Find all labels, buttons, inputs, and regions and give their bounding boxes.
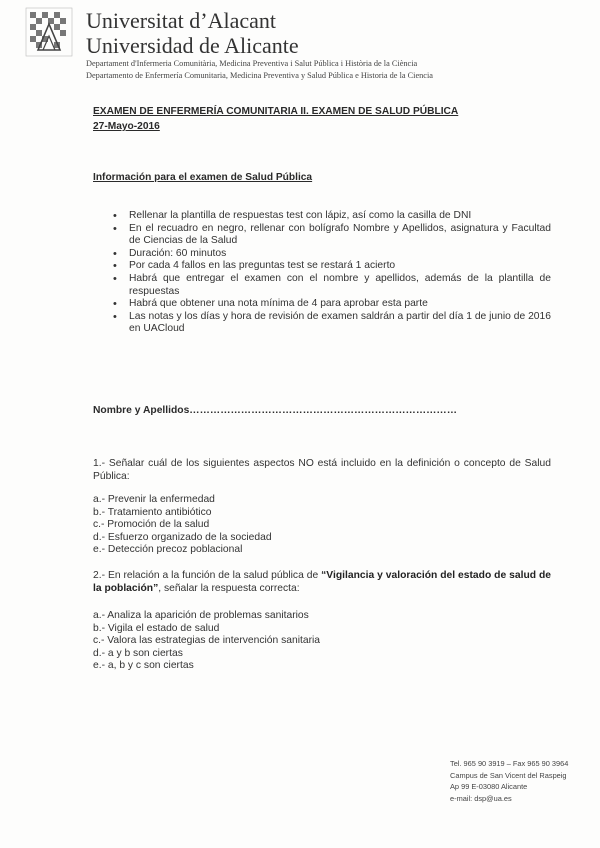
info-heading: Información para el examen de Salud Pública	[93, 172, 313, 183]
exam-title: EXAMEN DE ENFERMERÍA COMUNITARIA II. EXAMEN DE SALUD PÚBLICA	[93, 106, 459, 117]
info-list	[111, 210, 551, 336]
answer-option: b.- Tratamiento antibiótico	[93, 506, 212, 518]
answer-option: a.- Analiza la aparición de problemas sanitarios	[93, 610, 309, 621]
question-2-options	[93, 610, 320, 673]
footer-postal: Ap 99 E-03080 Alicante	[450, 782, 528, 791]
question-1-text: 1.- Señalar cuál de los siguientes aspectos NO está incluido en la definición o concepto de Salud Pública:	[93, 458, 551, 482]
answer-option: c.- Valora las estrategias de intervención sanitaria	[93, 635, 321, 647]
footer-address: Campus de San Vicent del Raspeig	[450, 770, 567, 780]
info-item: • Rellenar la plantilla de respuestas test con lápiz, así como la casilla de DNI	[111, 210, 551, 223]
question-2-text-bold: “Vigilancia y valoración del estado de salud de la población”	[93, 570, 551, 594]
info-item: • Duración: 60 minutos	[111, 248, 551, 261]
university-logo-icon	[24, 6, 74, 58]
contact-footer	[450, 758, 568, 804]
footer-email: e-mail: dsp@ua.es	[450, 793, 512, 803]
info-item: • Por cada 4 fallos en las preguntas test se restará 1 acierto	[111, 260, 551, 273]
info-item: • Las notas y los días y hora de revisión de examen saldrán a partir del día 1 de junio de 2016 en UACloud	[111, 311, 551, 336]
answer-option: a.- Prevenir la enfermedad	[93, 494, 215, 505]
university-name-catalan: Universitat d’Alacant	[86, 8, 276, 33]
exam-date: 27-Mayo-2016	[93, 121, 160, 132]
answer-option: c.- Promoción de la salud	[93, 519, 210, 531]
name-field-line: Nombre y Apellidos……………………………………………………………………	[93, 405, 458, 416]
question-2-text-end: , señalar la respuesta correcta:	[158, 582, 300, 594]
university-name-spanish: Universidad de Alicante	[86, 33, 299, 58]
answer-option: d.- Esfuerzo organizado de la sociedad	[93, 531, 272, 543]
department-name-spanish: Departamento de Enfermería Comunitaria, Medicina Preventiva y Salud Pública e Historia de la Ciencia	[86, 71, 433, 80]
answer-option: d.- a y b son ciertas	[93, 647, 183, 659]
info-item: • Habrá que obtener una nota mínima de 4 para aprobar esta parte	[111, 298, 551, 311]
info-item: • En el recuadro en negro, rellenar con bolígrafo Nombre y Apellidos, asignatura y Facultad de Ciencias de la Salud	[111, 223, 551, 248]
answer-option: b.- Vigila el estado de salud	[93, 622, 220, 634]
question-2-text-start: 2.- En relación a la función de la salud pública de	[93, 570, 322, 581]
info-item: • Habrá que entregar el examen con el nombre y apellidos, además de la plantilla de respuestas	[111, 273, 551, 298]
question-1-options	[93, 494, 272, 557]
question-2-text	[93, 570, 551, 595]
footer-phone: Tel. 965 90 3919 – Fax 965 90 3964	[450, 759, 569, 768]
answer-option: e.- a, b y c son ciertas	[93, 660, 194, 672]
answer-option: e.- Detección precoz poblacional	[93, 544, 243, 556]
department-name-catalan: Departament d'Infermeria Comunitària, Medicina Preventiva i Salut Pública i Història de la Ciència	[86, 59, 418, 68]
